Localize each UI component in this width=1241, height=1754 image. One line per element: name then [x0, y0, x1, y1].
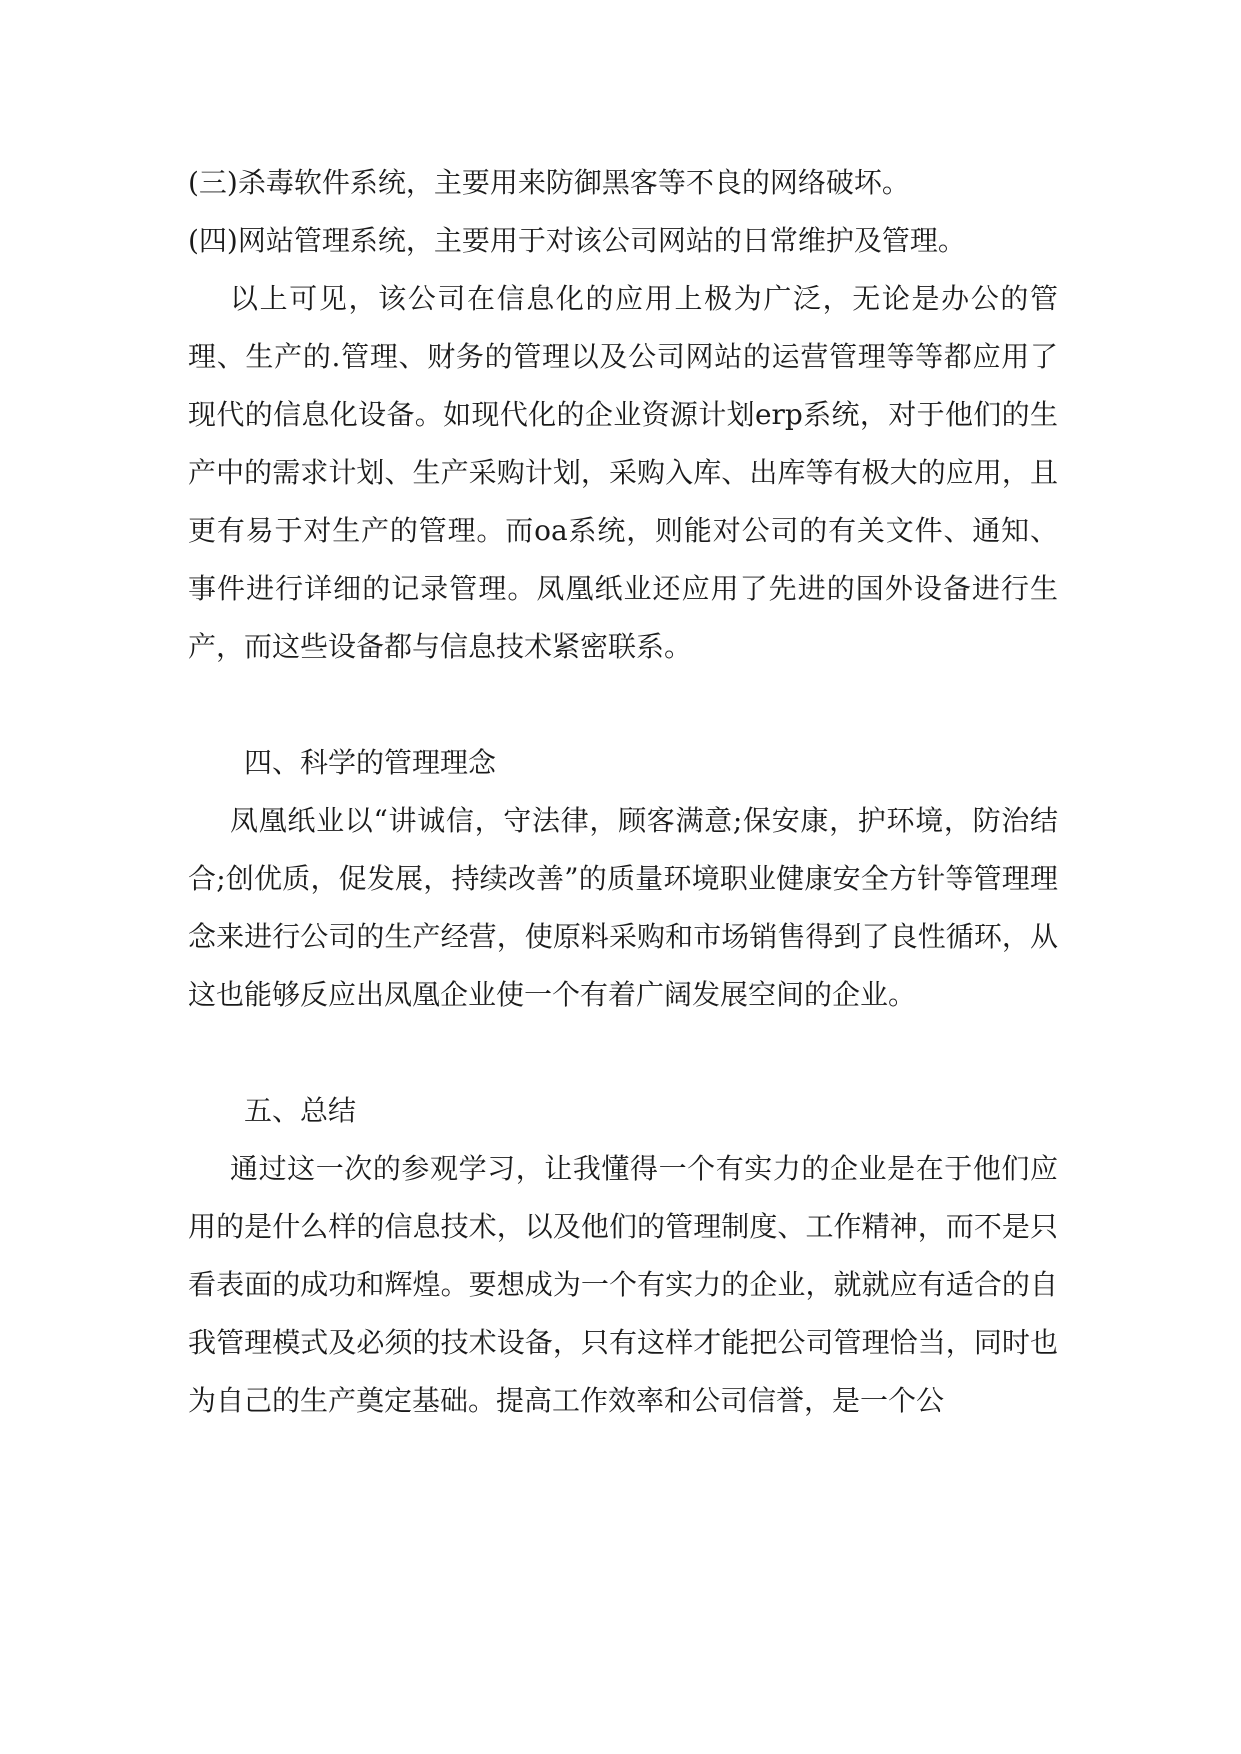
- paragraph-antivirus-system: (三)杀毒软件系统，主要用来防御黑客等不良的网络破坏。: [188, 166, 910, 199]
- paragraph-summary: 通过这一次的参观学习，让我懂得一个有实力的企业是在于他们应用的是什么样的信息技术，以及他们的管理制度、工作精神，而不是只看表面的成功和辉煌。要想成为一个有实力的企业，就就应有适合的自我管理模式及必须的技术设备，只有这样才能把公司管理恰当，同时也为自己的生产奠定基础。提高工作效率和公司信誉，是一个公: [188, 1152, 1058, 1417]
- paragraph-website-management-system: (四)网站管理系统，主要用于对该公司网站的日常维护及管理。: [188, 224, 966, 257]
- section-heading-summary: 五、总结: [244, 1094, 357, 1127]
- paragraph-informatization-summary: 以上可见，该公司在信息化的应用上极为广泛，无论是办公的管理、生产的.管理、财务的管理以及公司网站的运营管理等等都应用了现代的信息化设备。如现代化的企业资源计划erp系统，对于他们的生产中的需求计划、生产采购计划，采购入库、出库等有极大的应用，且更有易于对生产的管理。而oa系统，则能对公司的有关文件、通知、事件进行详细的记录管理。凤凰纸业还应用了先进的国外设备进行生产，而这些设备都与信息技术紧密联系。: [188, 282, 1058, 663]
- section-spacer: [188, 676, 1058, 734]
- section-heading-management-philosophy: 四、科学的管理理念: [244, 746, 497, 779]
- paragraph-management-philosophy: 凤凰纸业以“讲诚信，守法律，顾客满意;保安康，护环境，防治结合;创优质，促发展，持续改善”的质量环境职业健康安全方针等管理理念来进行公司的生产经营，使原料采购和市场销售得到了良性循环，从这也能够反应出凤凰企业使一个有着广阔发展空间的企业。: [188, 804, 1058, 1011]
- section-spacer: [188, 1024, 1058, 1082]
- document-body: [188, 154, 1058, 1430]
